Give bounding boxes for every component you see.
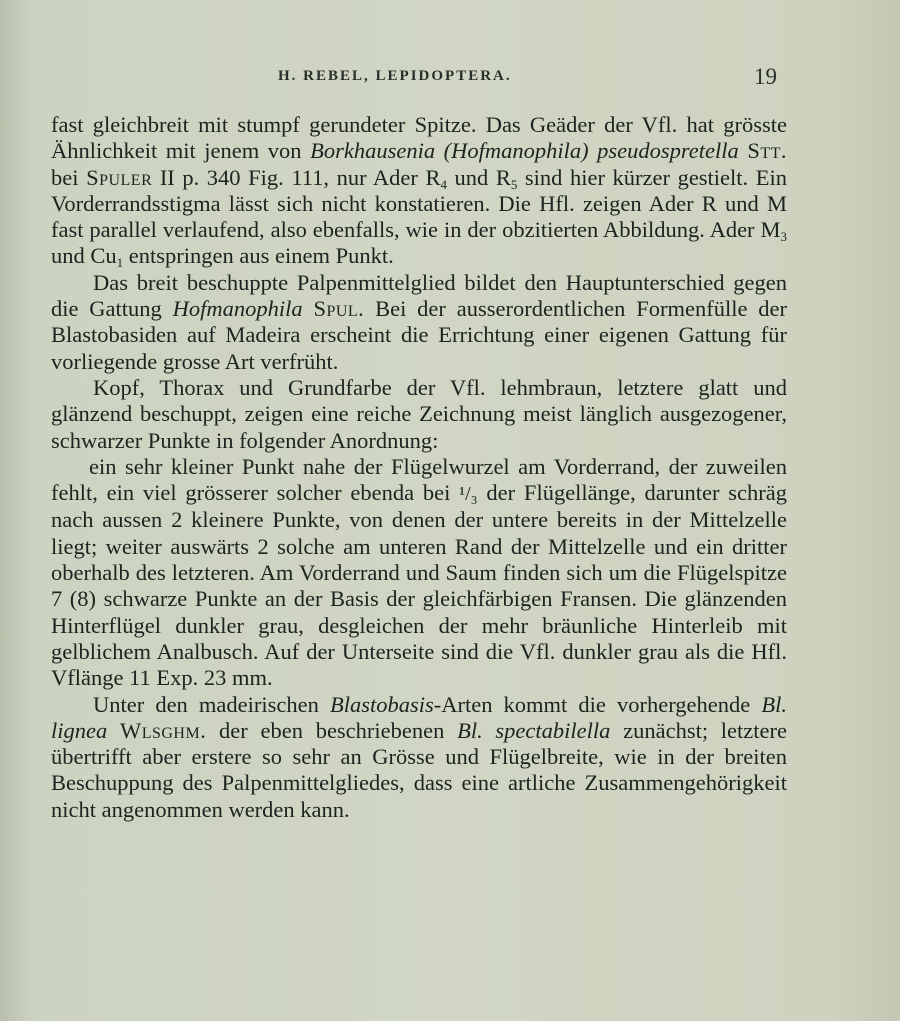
text-run: der Flügellänge, darunter schräg nach aussen 2 kleinere Punkte, von denen der untere bereits in der Mittelzelle liegt; weiter auswärts 2 solche am unteren Rand der Mittelzelle und ein dritter oberhalb des letzteren. Am Vorderrand und Saum finden sich um die Flügelspitze 7 (8) schwarze Punkte an der Basis der gleichfärbigen Fransen. Die glänzenden Hinterflügel dunkler grau, desgleichen der mehr bräunliche Hinterleib mit gelblichem Analbusch. Auf der Unterseite sind die Vfl. dunkler grau als die Hfl. Vflänge 11 Exp. 23 mm. — [51, 480, 788, 691]
text-run — [303, 296, 314, 321]
text-run: fast gleichbreit mit stumpf gerundeter Spitze. Das Geäder der Vfl. hat grösste Ähnlichkeit mit jenem von — [51, 112, 787, 164]
text-run — [107, 718, 120, 743]
text-run: Bei der ausserordentlichen Formenfülle der Blastobasiden auf Madeira erscheint die Errichtung einer eigenen Gattung für vorliegende grosse Art verfrüht. — [51, 296, 787, 374]
subscript: 3 — [780, 229, 787, 245]
text-run: zunächst; letztere übertrifft aber erstere so sehr an Grösse und Flügelbreite, wie in der breiten Beschuppung des Palpenmittelgliedes, dass eine artliche Zusammengehörigkeit nicht angenommen werden kann. — [51, 717, 787, 822]
text-run: bei — [51, 164, 87, 190]
taxon-name: Blastobasis — [329, 691, 434, 717]
taxon-name: Borkhausenia (Hofmanophila) pseudospretella — [310, 138, 739, 164]
page-header — [0, 62, 900, 96]
subscript: 4 — [440, 176, 447, 192]
paragraph-spot-arrangement — [51, 454, 787, 692]
author-abbrev: Wlsghm. — [119, 717, 207, 743]
paragraph-genus-difference — [51, 270, 787, 375]
author-abbrev: Spul. — [313, 296, 365, 322]
subscript: 1 — [116, 255, 124, 271]
text-run: sind hier kürzer gestielt. Ein Vorderrandsstigma lässt sich nicht konstatieren. Die Hfl. zeigen Ader R und M fast parallel verlaufend, also ebenfalls, wie in der obzitierten Abbildung. Ader M — [51, 164, 787, 243]
text-run: ein sehr kleiner Punkt nahe der Flügelwurzel am Vorderrand, der zuweilen fehlt, ein viel grösserer solcher ebenda bei — [51, 453, 787, 506]
author-abbrev: Stt. — [747, 138, 787, 164]
taxon-name: Bl. lignea — [51, 691, 787, 743]
taxon-name: Hofmanophila — [172, 296, 303, 322]
text-run: der eben beschriebenen — [206, 717, 458, 743]
page-number: 19 — [754, 64, 777, 89]
text-run: und R — [446, 164, 511, 190]
author-name: Spuler — [86, 164, 153, 190]
subscript: 5 — [510, 176, 518, 192]
text-run: Kopf, Thorax und Grundfarbe der Vfl. lehmbraun, letztere glatt und glänzend beschuppt, zeigen eine reiche Zeichnung meist länglich ausgezogener, schwarzer Punkte in folgender Anordnung: — [51, 374, 787, 453]
text-run: Unter den madeirischen — [93, 691, 330, 717]
text-run: -Arten kommt die vorhergehende — [433, 691, 762, 717]
text-run: Das breit beschuppte Palpenmittelglied bildet den Hauptunterschied gegen die Gattung — [51, 269, 787, 322]
paragraph-description — [51, 375, 787, 454]
text-run: entspringen aus einem Punkt. — [123, 243, 394, 269]
text-run: II p. 340 Fig. 111, nur Ader R — [152, 164, 441, 190]
running-head: H. REBEL, LEPIDOPTERA. — [278, 68, 512, 84]
text-run: und Cu — [51, 243, 117, 269]
body-text — [51, 112, 787, 823]
fraction: ¹/₃ — [459, 483, 478, 506]
paragraph-venation — [51, 112, 787, 270]
paragraph-comparison — [51, 692, 787, 823]
taxon-name: Bl. spectabilella — [457, 717, 611, 743]
